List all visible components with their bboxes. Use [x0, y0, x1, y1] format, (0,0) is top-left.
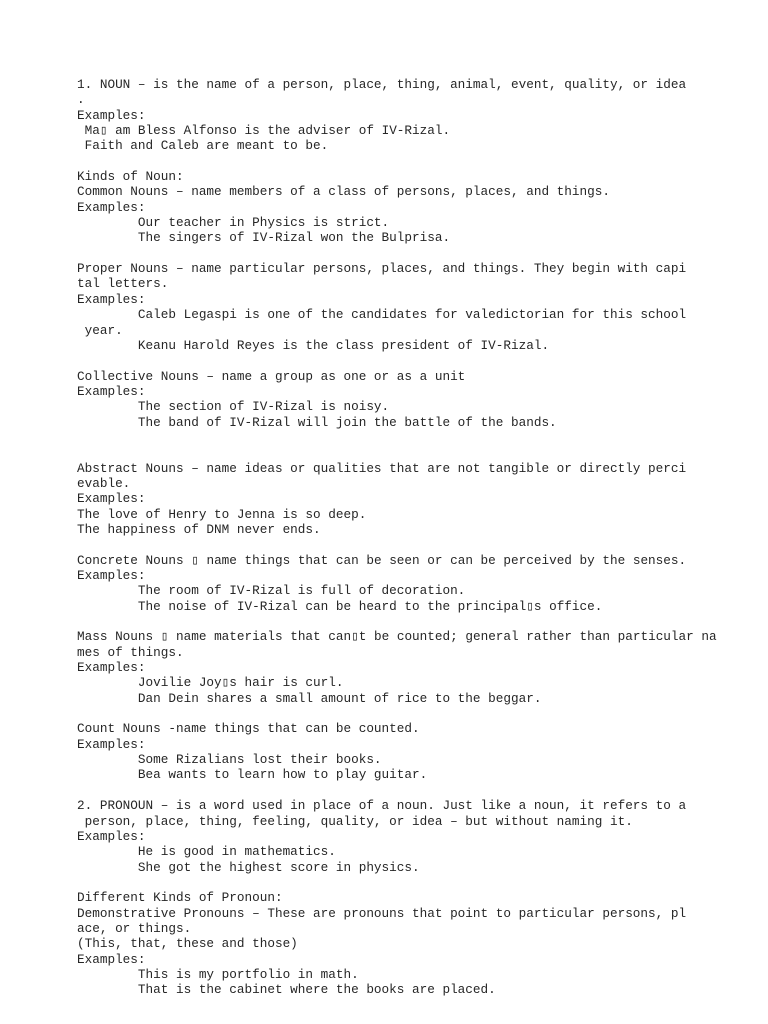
text-line: The room of IV-Rizal is full of decoration. [77, 583, 466, 599]
text-line: Examples: [77, 107, 146, 123]
text-line: Abstract Nouns – name ideas or qualities that are not tangible or directly perci [77, 460, 687, 476]
text-line: The band of IV-Rizal will join the battle of the bands. [77, 414, 557, 430]
text-line: Keanu Harold Reyes is the class president of IV-Rizal. [77, 337, 550, 353]
text-line [77, 246, 737, 261]
text-line: 1. NOUN – is the name of a person, place, thing, animal, event, quality, or idea [77, 77, 687, 92]
text-line: Count Nouns -name things that can be counted. [77, 721, 420, 737]
text-line [77, 445, 737, 460]
text-line: Bea wants to learn how to play guitar. [77, 767, 428, 783]
text-line: This is my portfolio in math. [77, 966, 359, 982]
text-line [77, 430, 737, 445]
text-line: Collective Nouns – name a group as one or as a unit [77, 368, 466, 384]
text-line: He is good in mathematics. [77, 844, 336, 860]
text-line: The happiness of DNM never ends. [77, 521, 321, 537]
text-line: (This, that, these and those) [77, 936, 298, 952]
text-line: Caleb Legaspi is one of the candidates for valedictorian for this school [77, 307, 687, 323]
text-line: person, place, thing, feeling, quality, or idea – but without naming it. [77, 813, 633, 829]
text-line: Some Rizalians lost their books. [77, 752, 382, 768]
text-line: . [77, 92, 85, 108]
text-line: Examples: [77, 660, 146, 676]
text-line: Proper Nouns – name particular persons, places, and things. They begin with capi [77, 261, 687, 277]
text-line [77, 537, 737, 552]
text-line [77, 706, 737, 721]
text-line: Examples: [77, 491, 146, 507]
text-line: Kinds of Noun: [77, 169, 184, 185]
text-line: Examples: [77, 736, 146, 752]
text-line: The noise of IV-Rizal can be heard to the principal▯s office. [77, 598, 603, 614]
text-line: The section of IV-Rizal is noisy. [77, 399, 390, 415]
text-line: Examples: [77, 568, 146, 583]
text-line: Mass Nouns ▯ name materials that can▯t be counted; general rather than particular na [77, 629, 717, 645]
text-line: The singers of IV-Rizal won the Bulprisa. [77, 230, 451, 246]
text-line: She got the highest score in physics. [77, 859, 420, 875]
text-line: ace, or things. [77, 920, 192, 936]
document-body [77, 77, 737, 998]
text-line: Concrete Nouns ▯ name things that can be seen or can be perceived by the senses. [77, 552, 687, 568]
text-line [77, 875, 737, 890]
text-line: Examples: [77, 291, 146, 307]
text-line: Common Nouns – name members of a class of persons, places, and things. [77, 184, 610, 200]
text-line: Examples: [77, 828, 146, 844]
text-line: Our teacher in Physics is strict. [77, 215, 390, 231]
text-line: Examples: [77, 383, 146, 399]
text-line: Ma▯ am Bless Alfonso is the adviser of IV-Rizal. [77, 123, 451, 139]
text-line: tal letters. [77, 276, 169, 292]
text-line: Jovilie Joy▯s hair is curl. [77, 675, 344, 691]
text-line: mes of things. [77, 644, 184, 660]
text-line [77, 353, 737, 368]
text-line: Dan Dein shares a small amount of rice to the beggar. [77, 690, 542, 706]
text-line [77, 783, 737, 798]
text-line: The love of Henry to Jenna is so deep. [77, 506, 367, 522]
text-line: Faith and Caleb are meant to be. [77, 138, 329, 154]
text-line: Demonstrative Pronouns – These are pronouns that point to particular persons, pl [77, 905, 687, 921]
text-line: That is the cabinet where the books are placed. [77, 982, 496, 998]
text-line: 2. PRONOUN – is a word used in place of a noun. Just like a noun, it refers to a [77, 798, 687, 814]
text-line [77, 154, 737, 169]
text-line: year. [77, 322, 123, 338]
text-line [77, 614, 737, 629]
text-line: Different Kinds of Pronoun: [77, 890, 283, 906]
text-line: Examples: [77, 951, 146, 967]
text-line: Examples: [77, 199, 146, 215]
text-line: evable. [77, 475, 131, 491]
